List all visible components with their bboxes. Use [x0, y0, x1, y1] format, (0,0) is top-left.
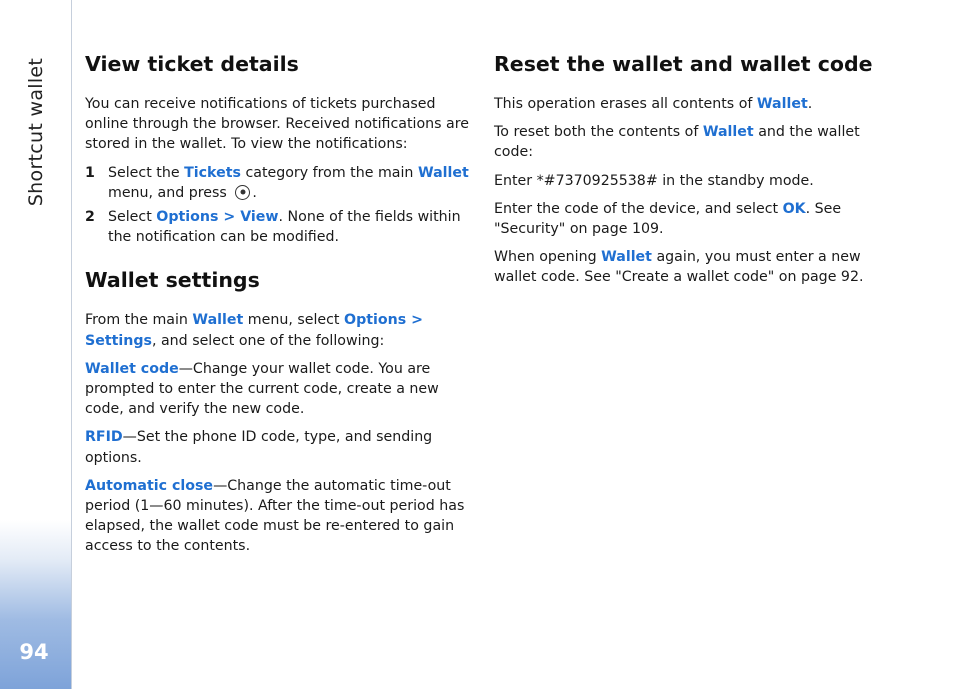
- step-2: [85, 207, 471, 247]
- setting-description: —Change your wallet code. You are prompted to enter the current code, create a new code, and verify the new code.: [85, 360, 439, 418]
- keyword-wallet-code: Wallet code: [85, 360, 179, 377]
- keyword-wallet: Wallet: [702, 124, 754, 141]
- section-title: Shortcut wallet: [25, 57, 47, 207]
- heading-reset-wallet: Reset the wallet and wallet code: [494, 52, 873, 76]
- keyword-options-settings: Options > Settings: [85, 312, 423, 349]
- paragraph-text: Enter the code of the device, and select: [494, 200, 783, 217]
- paragraph-text: To reset both the contents of: [494, 124, 703, 141]
- step-number: 1: [85, 164, 95, 181]
- paragraph-text: . See "Security" on page 109.: [494, 200, 842, 238]
- view-ticket-intro: You can receive notifications of tickets purchased online through the browser. Received notifications are stored in the wallet. To view the notifications:: [85, 96, 470, 153]
- paragraph-text: again, you must enter a new wallet code. See "Create a wallet code" on page 92.: [494, 249, 864, 286]
- setting-item-wallet-code: [85, 359, 471, 420]
- setting-description: —Set the phone ID code, type, and sending options.: [85, 429, 433, 466]
- keyword-rfid: RFID: [85, 429, 123, 446]
- reset-paragraph-5: [494, 247, 886, 287]
- keyword-tickets: Tickets: [184, 164, 241, 181]
- paragraph-text: and the wallet code:: [494, 124, 860, 161]
- reset-paragraph-2: [494, 122, 886, 162]
- setting-description: —Change the automatic time-out period (1—60 minutes). After the time-out period has elapsed, the wallet code must be re-entered to gain access to the contents.: [85, 477, 465, 555]
- step-text: Select the: [108, 164, 185, 181]
- sidebar-divider: [71, 0, 72, 689]
- setting-item-rfid: [85, 427, 471, 467]
- paragraph-text: .: [807, 96, 813, 112]
- left-column: [85, 48, 471, 557]
- keyword-wallet: Wallet: [601, 249, 652, 266]
- paragraph-text: This operation erases all contents of: [494, 96, 757, 112]
- paragraph-text: menu, select: [243, 312, 345, 329]
- step-text: menu, and press: [108, 184, 232, 201]
- keyword-wallet: Wallet: [417, 164, 469, 181]
- page-number: 94: [19, 640, 49, 664]
- wallet-settings-intro: [85, 310, 471, 350]
- paragraph-text: , and select one of the following:: [151, 332, 385, 349]
- step-text: .: [252, 184, 257, 201]
- right-column: [494, 48, 886, 288]
- step-number: 2: [85, 209, 95, 226]
- view-ticket-steps: [85, 163, 471, 248]
- paragraph-text: When opening: [494, 249, 602, 266]
- joystick-center-icon: [235, 185, 250, 200]
- step-text: category from the main: [240, 164, 418, 181]
- paragraph-text: From the main: [85, 312, 193, 329]
- step-1: [85, 163, 471, 203]
- reset-paragraph-3: Enter *#7370925538# in the standby mode.: [494, 172, 814, 189]
- setting-item-automatic-close: [85, 476, 471, 557]
- keyword-options-view: Options > View: [156, 209, 279, 226]
- heading-view-ticket-details: View ticket details: [85, 52, 299, 76]
- step-text: . None of the fields within the notification can be modified.: [108, 209, 461, 246]
- reset-paragraph-4: [494, 199, 886, 239]
- heading-wallet-settings: Wallet settings: [85, 268, 260, 293]
- reset-paragraph-1: [494, 94, 886, 114]
- keyword-wallet: Wallet: [192, 312, 244, 329]
- keyword-ok: OK: [782, 200, 806, 217]
- keyword-wallet: Wallet: [756, 96, 808, 112]
- keyword-automatic-close: Automatic close: [85, 477, 214, 494]
- step-text: Select: [108, 209, 157, 226]
